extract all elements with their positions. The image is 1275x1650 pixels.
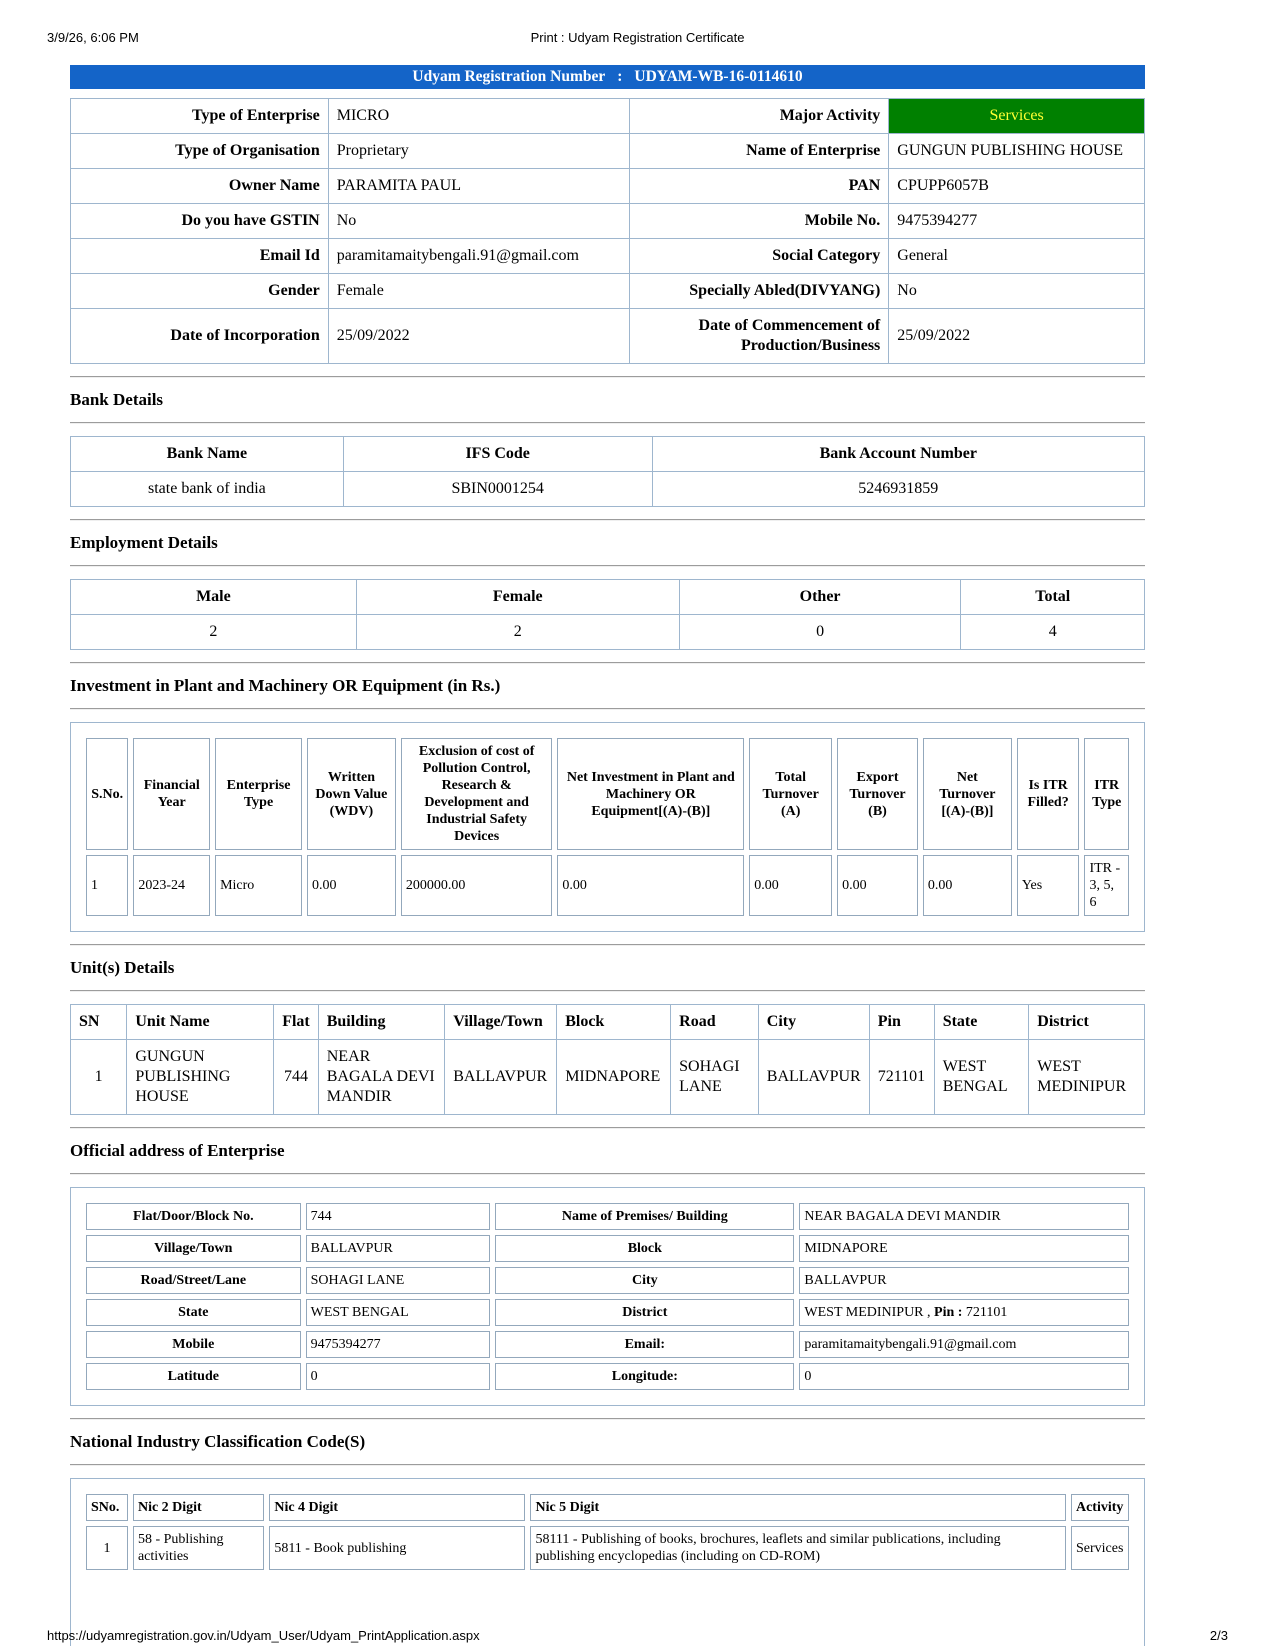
table-row	[71, 472, 1145, 507]
banner-label: Udyam Registration Number	[412, 68, 606, 85]
field-value-gender: Female	[328, 274, 629, 309]
invest-net-investment: 0.00	[557, 855, 744, 916]
addr-value-flat: 744	[306, 1203, 491, 1230]
divider	[70, 1127, 1145, 1129]
col-header-total: Total	[961, 580, 1145, 615]
unit-state: WEST BENGAL	[934, 1040, 1029, 1115]
invest-total-turnover: 0.00	[749, 855, 832, 916]
col-header-export-turnover: Export Turnover (B)	[837, 738, 918, 850]
account-number-value: 5246931859	[652, 472, 1144, 507]
unit-sn: 1	[71, 1040, 127, 1115]
table-row	[86, 855, 1129, 916]
field-value-type-of-enterprise: MICRO	[328, 99, 629, 134]
col-header-sno: S.No.	[86, 738, 128, 850]
col-header-nic5: Nic 5 Digit	[530, 1494, 1066, 1521]
section-heading-units: Unit(s) Details	[70, 958, 175, 977]
nic-activity: Services	[1071, 1526, 1129, 1570]
divider	[70, 708, 1145, 710]
section-heading-investment: Investment in Plant and Machinery OR Equipment (in Rs.)	[70, 676, 501, 695]
address-box	[70, 1187, 1145, 1406]
pin-value: 721101	[965, 1305, 1008, 1320]
table-row	[86, 1331, 1129, 1358]
registration-number-banner	[70, 65, 1145, 89]
print-source-url: https://udyamregistration.gov.in/Udyam_User/Udyam_PrintApplication.aspx	[47, 1628, 480, 1643]
unit-flat: 744	[274, 1040, 319, 1115]
addr-value-longitude: 0	[799, 1363, 1129, 1390]
field-label-major-activity: Major Activity	[629, 99, 889, 134]
unit-district: WEST MEDINIPUR	[1029, 1040, 1145, 1115]
unit-block: MIDNAPORE	[557, 1040, 671, 1115]
addr-label-city: City	[495, 1267, 794, 1294]
col-header-unit-name: Unit Name	[127, 1005, 274, 1040]
certificate-content	[70, 65, 1145, 1646]
nic-4-digit: 5811 - Book publishing	[269, 1526, 525, 1570]
addr-label-district: District	[495, 1299, 794, 1326]
invest-itr-type: ITR - 3, 5, 6	[1084, 855, 1129, 916]
nic-2-digit: 58 - Publishing activities	[133, 1526, 264, 1570]
field-value-social-category: General	[889, 239, 1145, 274]
col-header-village-town: Village/Town	[445, 1005, 557, 1040]
invest-wdv: 0.00	[307, 855, 396, 916]
col-header-net-investment: Net Investment in Plant and Machinery OR Equipment[(A)-(B)]	[557, 738, 744, 850]
col-header-wdv: Written Down Value (WDV)	[307, 738, 396, 850]
addr-value-premises: NEAR BAGALA DEVI MANDIR	[799, 1203, 1129, 1230]
addr-label-premises: Name of Premises/ Building	[495, 1203, 794, 1230]
addr-value-state: WEST BENGAL	[306, 1299, 491, 1326]
divider	[70, 565, 1145, 567]
table-row	[71, 204, 1145, 239]
table-header-row	[86, 738, 1129, 850]
col-header-enterprise-type: Enterprise Type	[215, 738, 302, 850]
col-header-city: City	[758, 1005, 869, 1040]
banner-separator: :	[617, 68, 623, 85]
table-row	[86, 1526, 1129, 1570]
addr-label-latitude: Latitude	[86, 1363, 301, 1390]
major-activity-badge: Services	[889, 99, 1145, 134]
table-row	[71, 1040, 1145, 1115]
district-value: WEST MEDINIPUR ,	[804, 1305, 931, 1320]
addr-label-block: Block	[495, 1235, 794, 1262]
pin-label: Pin :	[934, 1305, 963, 1320]
table-row	[71, 239, 1145, 274]
addr-value-village: BALLAVPUR	[306, 1235, 491, 1262]
addr-value-road: SOHAGI LANE	[306, 1267, 491, 1294]
col-header-ifs-code: IFS Code	[343, 437, 652, 472]
field-label-social-category: Social Category	[629, 239, 889, 274]
registration-number: UDYAM-WB-16-0114610	[634, 68, 803, 85]
invest-financial-year: 2023-24	[133, 855, 210, 916]
table-row	[86, 1299, 1129, 1326]
addr-value-city: BALLAVPUR	[799, 1267, 1129, 1294]
field-value-pan: CPUPP6057B	[889, 169, 1145, 204]
col-header-itr-type: ITR Type	[1084, 738, 1129, 850]
total-count: 4	[961, 615, 1145, 650]
field-value-name-of-enterprise: GUNGUN PUBLISHING HOUSE	[889, 134, 1145, 169]
addr-value-block: MIDNAPORE	[799, 1235, 1129, 1262]
print-chrome-header	[0, 0, 1275, 46]
divider	[70, 376, 1145, 378]
official-address-table	[81, 1198, 1134, 1395]
invest-itr-filled: Yes	[1017, 855, 1080, 916]
field-value-date-of-commencement: 25/09/2022	[889, 309, 1145, 364]
col-header-flat: Flat	[274, 1005, 319, 1040]
table-row	[86, 1203, 1129, 1230]
female-count: 2	[356, 615, 679, 650]
addr-label-village: Village/Town	[86, 1235, 301, 1262]
addr-label-state: State	[86, 1299, 301, 1326]
invest-exclusion-cost: 200000.00	[401, 855, 553, 916]
other-count: 0	[679, 615, 961, 650]
male-count: 2	[71, 615, 357, 650]
field-label-gstin: Do you have GSTIN	[71, 204, 329, 239]
field-value-type-of-organisation: Proprietary	[328, 134, 629, 169]
print-chrome-footer	[47, 1628, 1228, 1643]
unit-road: SOHAGI LANE	[671, 1040, 759, 1115]
col-header-account-number: Bank Account Number	[652, 437, 1144, 472]
field-value-specially-abled: No	[889, 274, 1145, 309]
table-row	[86, 1363, 1129, 1390]
nic-codes-table	[81, 1489, 1134, 1575]
divider	[70, 990, 1145, 992]
table-header-row	[71, 437, 1145, 472]
investment-table	[81, 733, 1134, 921]
table-header-row	[71, 1005, 1145, 1040]
table-row	[71, 134, 1145, 169]
invest-export-turnover: 0.00	[837, 855, 918, 916]
employment-details-table	[70, 579, 1145, 650]
field-label-date-of-commencement: Date of Commencement of Production/Business	[629, 309, 889, 364]
divider	[70, 1464, 1145, 1466]
invest-enterprise-type: Micro	[215, 855, 302, 916]
field-label-email: Email Id	[71, 239, 329, 274]
unit-pin: 721101	[869, 1040, 934, 1115]
col-header-state: State	[934, 1005, 1029, 1040]
field-label-pan: PAN	[629, 169, 889, 204]
divider	[70, 944, 1145, 946]
table-row	[86, 1235, 1129, 1262]
section-heading-employment: Employment Details	[70, 533, 218, 552]
col-header-bank-name: Bank Name	[71, 437, 344, 472]
table-header-row	[86, 1494, 1129, 1521]
col-header-nic-sno: SNo.	[86, 1494, 128, 1521]
nic-box	[70, 1478, 1145, 1646]
table-row	[71, 615, 1145, 650]
field-label-name-of-enterprise: Name of Enterprise	[629, 134, 889, 169]
field-label-gender: Gender	[71, 274, 329, 309]
table-header-row	[71, 580, 1145, 615]
addr-label-flat: Flat/Door/Block No.	[86, 1203, 301, 1230]
addr-label-longitude: Longitude:	[495, 1363, 794, 1390]
nic-sno: 1	[86, 1526, 128, 1570]
print-datetime: 3/9/26, 6:06 PM	[47, 30, 139, 45]
col-header-building: Building	[318, 1005, 445, 1040]
col-header-nic-activity: Activity	[1071, 1494, 1129, 1521]
col-header-nic2: Nic 2 Digit	[133, 1494, 264, 1521]
addr-label-email: Email:	[495, 1331, 794, 1358]
col-header-other: Other	[679, 580, 961, 615]
field-label-owner-name: Owner Name	[71, 169, 329, 204]
section-heading-address: Official address of Enterprise	[70, 1141, 285, 1160]
col-header-total-turnover: Total Turnover (A)	[749, 738, 832, 850]
print-title: Print : Udyam Registration Certificate	[530, 30, 745, 45]
unit-name: GUNGUN PUBLISHING HOUSE	[127, 1040, 274, 1115]
nic-5-digit: 58111 - Publishing of books, brochures, leaflets and similar publications, including publishing encyclopedias (including on CD-ROM)	[530, 1526, 1066, 1570]
table-row	[86, 1267, 1129, 1294]
col-header-male: Male	[71, 580, 357, 615]
field-label-specially-abled: Specially Abled(DIVYANG)	[629, 274, 889, 309]
addr-value-email: paramitamaitybengali.91@gmail.com	[799, 1331, 1129, 1358]
bank-name-value: state bank of india	[71, 472, 344, 507]
invest-sno: 1	[86, 855, 128, 916]
addr-label-mobile: Mobile	[86, 1331, 301, 1358]
addr-value-latitude: 0	[306, 1363, 491, 1390]
divider	[70, 1173, 1145, 1175]
field-label-type-of-enterprise: Type of Enterprise	[71, 99, 329, 134]
table-row	[71, 309, 1145, 364]
table-row	[71, 99, 1145, 134]
col-header-sn: SN	[71, 1005, 127, 1040]
col-header-financial-year: Financial Year	[133, 738, 210, 850]
section-heading-bank-details: Bank Details	[70, 390, 164, 409]
addr-label-road: Road/Street/Lane	[86, 1267, 301, 1294]
field-value-date-of-incorporation: 25/09/2022	[328, 309, 629, 364]
col-header-itr-filled: Is ITR Filled?	[1017, 738, 1080, 850]
unit-village-town: BALLAVPUR	[445, 1040, 557, 1115]
col-header-district: District	[1029, 1005, 1145, 1040]
unit-city: BALLAVPUR	[758, 1040, 869, 1115]
col-header-female: Female	[356, 580, 679, 615]
divider	[70, 519, 1145, 521]
divider	[70, 422, 1145, 424]
table-row	[71, 169, 1145, 204]
divider	[70, 662, 1145, 664]
addr-value-district	[799, 1299, 1129, 1326]
addr-value-mobile: 9475394277	[306, 1331, 491, 1358]
col-header-block: Block	[557, 1005, 671, 1040]
investment-box	[70, 722, 1145, 932]
divider	[70, 1418, 1145, 1420]
field-label-date-of-incorporation: Date of Incorporation	[71, 309, 329, 364]
col-header-road: Road	[671, 1005, 759, 1040]
field-value-email: paramitamaitybengali.91@gmail.com	[328, 239, 629, 274]
field-value-gstin: No	[328, 204, 629, 239]
invest-net-turnover: 0.00	[923, 855, 1012, 916]
field-label-mobile: Mobile No.	[629, 204, 889, 239]
field-value-owner-name: PARAMITA PAUL	[328, 169, 629, 204]
print-page-number: 2/3	[1209, 1628, 1228, 1643]
field-value-mobile: 9475394277	[889, 204, 1145, 239]
field-label-type-of-organisation: Type of Organisation	[71, 134, 329, 169]
bank-details-table	[70, 436, 1145, 507]
section-heading-nic: National Industry Classification Code(S)	[70, 1432, 366, 1451]
enterprise-details-table	[70, 98, 1145, 364]
col-header-pin: Pin	[869, 1005, 934, 1040]
table-row	[71, 274, 1145, 309]
col-header-exclusion-cost: Exclusion of cost of Pollution Control, Research & Development and Industrial Safety Devices	[401, 738, 553, 850]
col-header-net-turnover: Net Turnover [(A)-(B)]	[923, 738, 1012, 850]
units-details-table	[70, 1004, 1145, 1115]
ifs-code-value: SBIN0001254	[343, 472, 652, 507]
unit-building: NEAR BAGALA DEVI MANDIR	[318, 1040, 445, 1115]
col-header-nic4: Nic 4 Digit	[269, 1494, 525, 1521]
